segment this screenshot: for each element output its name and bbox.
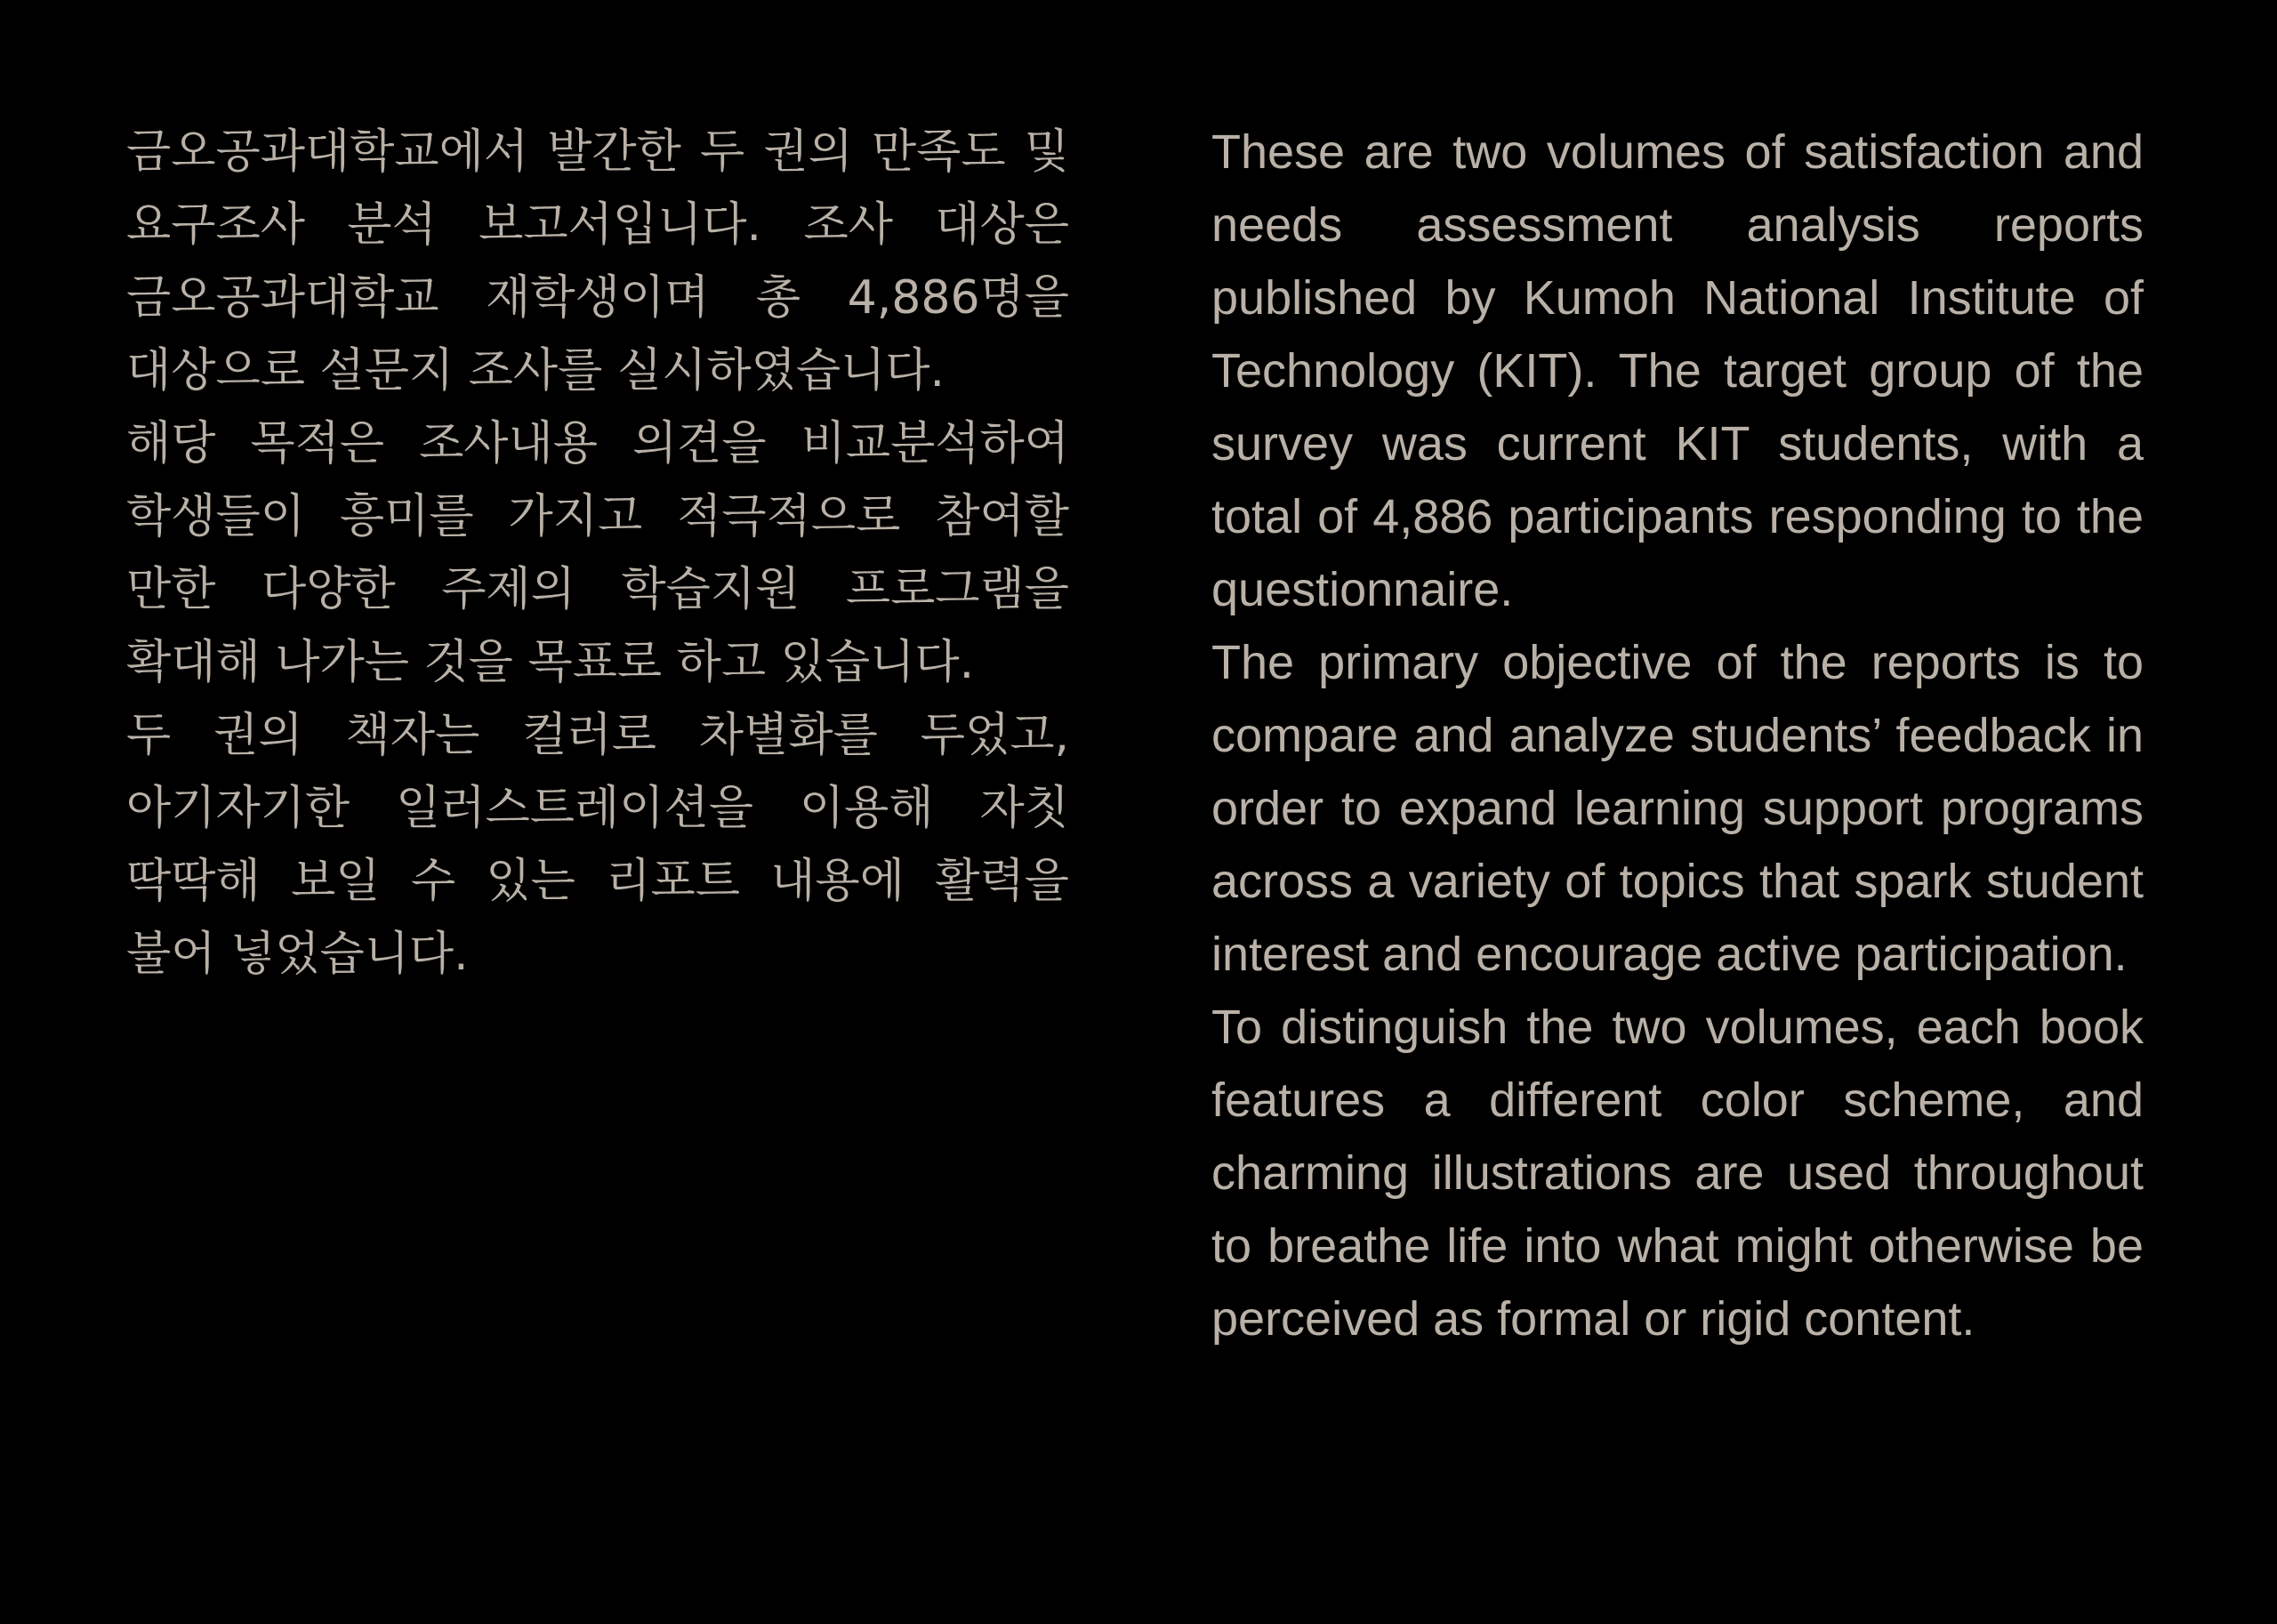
english-paragraph-2: The primary objective of the reports is to compare and analyze students’ feedback in order to expand learning support programs across a variety of topics that spark student interest and encourage active participation. [1211, 636, 2144, 981]
english-description-column [1211, 116, 2144, 1355]
korean-description-column [126, 116, 1069, 991]
korean-paragraph-2: 해당 목적은 조사내용 의견을 비교분석하여 학생들이 흥미를 가지고 적극적으로 참여할 만한 다양한 주제의 학습지원 프로그램을 확대해 나가는 것을 목표로 하고 있습니다. [126, 417, 1069, 689]
english-paragraph-1: These are two volumes of satisfaction and needs assessment analysis reports published by Kumoh National Institute of Technology (KIT). The target group of the survey was current KIT students, with a total of 4,886 participants responding to the questionnaire. [1211, 125, 2144, 616]
korean-paragraph-3: 두 권의 책자는 컬러로 차별화를 두었고, 아기자기한 일러스트레이션을 이용해 자칫 딱딱해 보일 수 있는 리포트 내용에 활력을 불어 넣었습니다. [126, 709, 1069, 981]
english-paragraph-3: To distinguish the two volumes, each book features a different color scheme, and charming illustrations are used throughout to breathe life into what might otherwise be perceived as formal or rigid content. [1211, 1001, 2144, 1346]
korean-paragraph-1: 금오공과대학교에서 발간한 두 권의 만족도 및 요구조사 분석 보고서입니다. 조사 대상은 금오공과대학교 재학생이며 총 4,886명을 대상으로 설문지 조사를 실시하였습니다. [126, 125, 1069, 398]
